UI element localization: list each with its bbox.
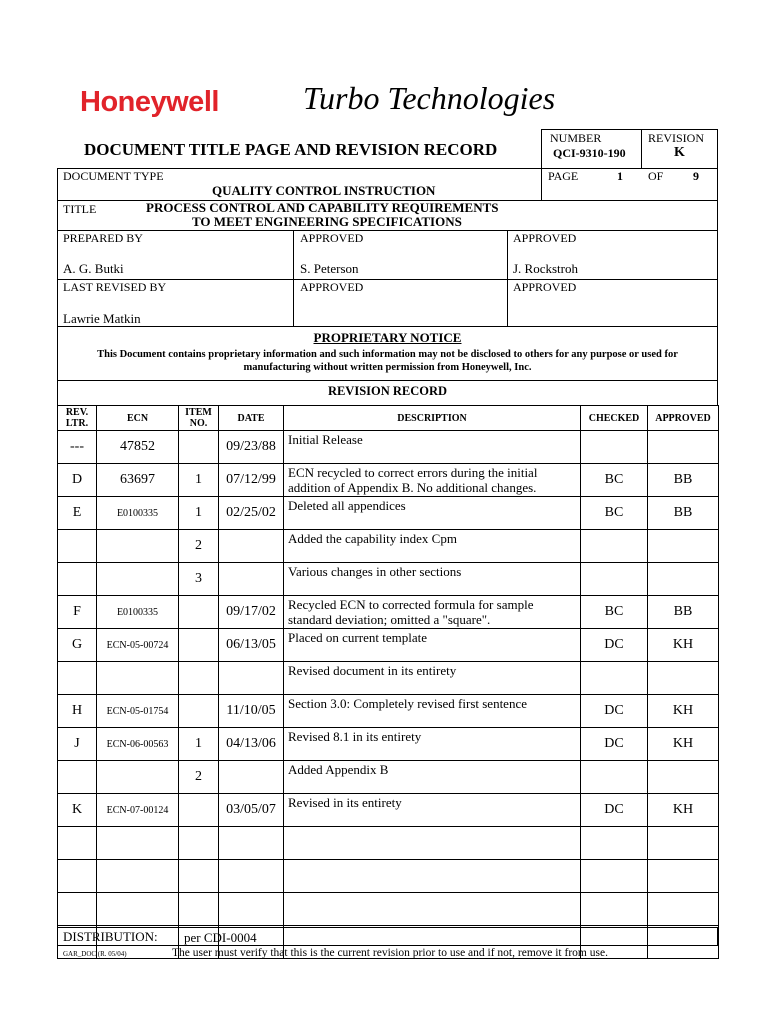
doc-type-label: DOCUMENT TYPE xyxy=(63,169,164,183)
description-cell: Added Appendix B xyxy=(284,761,581,794)
description-cell: Deleted all appendices xyxy=(284,497,581,530)
ecn-cell: 47852 xyxy=(97,431,179,464)
header-item-no: ITEM NO. xyxy=(179,406,219,431)
number-value: QCI-9310-190 xyxy=(553,146,626,160)
rev-ltr-cell: F xyxy=(58,596,97,629)
ecn-cell xyxy=(97,827,179,860)
revision-record-table xyxy=(57,405,719,959)
description-cell xyxy=(284,860,581,893)
approved-cell: BB xyxy=(648,596,719,629)
description-cell: Revised 8.1 in its entirety xyxy=(284,728,581,761)
item-no-cell xyxy=(179,860,219,893)
ecn-cell xyxy=(97,662,179,695)
title-label: TITLE xyxy=(63,202,97,216)
date-cell: 09/23/88 xyxy=(219,431,284,464)
revision-table-body xyxy=(58,431,719,959)
approved-cell xyxy=(648,893,719,926)
item-no-cell: 3 xyxy=(179,563,219,596)
checked-cell xyxy=(581,827,648,860)
table-row xyxy=(58,827,719,860)
table-row xyxy=(58,563,719,596)
checked-cell: DC xyxy=(581,794,648,827)
date-cell: 03/05/07 xyxy=(219,794,284,827)
table-row xyxy=(58,860,719,893)
proprietary-notice-line-1: This Document contains proprietary information and such information may not be disclosed to others for any purpose or used for xyxy=(97,349,678,360)
header-checked: CHECKED xyxy=(581,406,648,431)
ecn-cell xyxy=(97,860,179,893)
page-label: PAGE xyxy=(548,169,579,183)
description-cell: Section 3.0: Completely revised first sentence xyxy=(284,695,581,728)
rev-ltr-cell xyxy=(58,893,97,926)
form-code: GAR_DOC (R. 05/04) xyxy=(63,950,127,958)
distribution-label: DISTRIBUTION: xyxy=(63,929,158,944)
approved-cell: KH xyxy=(648,794,719,827)
description-cell: Added the capability index Cpm xyxy=(284,530,581,563)
table-row xyxy=(58,662,719,695)
title-line-2: TO MEET ENGINEERING SPECIFICATIONS xyxy=(192,214,462,229)
approved-cell xyxy=(648,563,719,596)
rev-ltr-cell: D xyxy=(58,464,97,497)
item-no-cell xyxy=(179,629,219,662)
checked-cell: DC xyxy=(581,629,648,662)
item-no-cell xyxy=(179,893,219,926)
header-approved: APPROVED xyxy=(648,406,719,431)
table-row xyxy=(58,431,719,464)
checked-cell: BC xyxy=(581,497,648,530)
approved-name-1: S. Peterson xyxy=(300,261,359,276)
rev-ltr-cell xyxy=(58,563,97,596)
distribution-value: per CDI-0004 xyxy=(184,930,257,945)
table-row xyxy=(58,464,719,497)
rev-ltr-cell xyxy=(58,530,97,563)
approved-cell xyxy=(648,827,719,860)
header-description: DESCRIPTION xyxy=(284,406,581,431)
description-cell: Revised in its entirety xyxy=(284,794,581,827)
approved-cell xyxy=(648,860,719,893)
checked-cell xyxy=(581,662,648,695)
item-no-cell xyxy=(179,431,219,464)
item-no-cell xyxy=(179,695,219,728)
approved-cell xyxy=(648,530,719,563)
checked-cell: DC xyxy=(581,695,648,728)
date-cell xyxy=(219,662,284,695)
table-row xyxy=(58,728,719,761)
rev-ltr-cell xyxy=(58,761,97,794)
item-no-cell: 1 xyxy=(179,497,219,530)
ecn-cell xyxy=(97,563,179,596)
header-ecn: ECN xyxy=(97,406,179,431)
checked-cell xyxy=(581,563,648,596)
header-rev-ltr: REV. LTR. xyxy=(58,406,97,431)
proprietary-notice-line-2: manufacturing without written permission from Honeywell, Inc. xyxy=(243,362,532,373)
table-row xyxy=(58,629,719,662)
checked-cell xyxy=(581,530,648,563)
last-revised-label: LAST REVISED BY xyxy=(63,280,167,294)
item-no-cell xyxy=(179,827,219,860)
date-cell: 02/25/02 xyxy=(219,497,284,530)
rev-ltr-cell: J xyxy=(58,728,97,761)
table-row xyxy=(58,794,719,827)
description-cell: ECN recycled to correct errors during the initial addition of Appendix B. No additional changes. xyxy=(284,464,581,497)
item-no-cell xyxy=(179,662,219,695)
table-row xyxy=(58,761,719,794)
date-cell: 06/13/05 xyxy=(219,629,284,662)
ecn-cell: ECN-06-00563 xyxy=(97,728,179,761)
ecn-cell: ECN-05-01754 xyxy=(97,695,179,728)
rev-ltr-cell: H xyxy=(58,695,97,728)
ecn-cell xyxy=(97,530,179,563)
rev-ltr-cell xyxy=(58,662,97,695)
rev-ltr-cell: K xyxy=(58,794,97,827)
ecn-cell: ECN-07-00124 xyxy=(97,794,179,827)
footer-notice: The user must verify that this is the current revision prior to use and if not, remove it from use. xyxy=(172,947,608,959)
honeywell-logo: Honeywell xyxy=(80,86,219,118)
checked-cell xyxy=(581,893,648,926)
rev-ltr-cell: G xyxy=(58,629,97,662)
document-heading: DOCUMENT TITLE PAGE AND REVISION RECORD xyxy=(84,140,498,159)
description-cell: Placed on current template xyxy=(284,629,581,662)
date-cell xyxy=(219,530,284,563)
approved-cell: BB xyxy=(648,464,719,497)
date-cell xyxy=(219,563,284,596)
date-cell xyxy=(219,893,284,926)
checked-cell xyxy=(581,860,648,893)
table-row xyxy=(58,596,719,629)
checked-cell: BC xyxy=(581,464,648,497)
date-cell: 09/17/02 xyxy=(219,596,284,629)
approved-cell: KH xyxy=(648,629,719,662)
approved-cell: KH xyxy=(648,728,719,761)
doc-type-value: QUALITY CONTROL INSTRUCTION xyxy=(212,183,436,198)
description-cell: Initial Release xyxy=(284,431,581,464)
rev-ltr-cell: E xyxy=(58,497,97,530)
prepared-by-name: A. G. Butki xyxy=(63,261,124,276)
checked-cell xyxy=(581,761,648,794)
approved-cell: KH xyxy=(648,695,719,728)
item-no-cell: 2 xyxy=(179,530,219,563)
date-cell: 11/10/05 xyxy=(219,695,284,728)
item-no-cell: 1 xyxy=(179,464,219,497)
approved-label-2: APPROVED xyxy=(513,231,577,245)
table-row xyxy=(58,695,719,728)
checked-cell xyxy=(581,431,648,464)
date-cell xyxy=(219,860,284,893)
revision-value: K xyxy=(674,145,685,160)
revision-record-title: REVISION RECORD xyxy=(327,384,448,398)
approved-label-4: APPROVED xyxy=(513,280,577,294)
revision-label: REVISION xyxy=(648,131,704,145)
last-revised-name: Lawrie Matkin xyxy=(63,311,141,326)
ecn-cell xyxy=(97,893,179,926)
date-cell xyxy=(219,761,284,794)
approved-label-3: APPROVED xyxy=(300,280,364,294)
of-label: OF xyxy=(648,169,664,183)
rev-ltr-cell: --- xyxy=(58,431,97,464)
checked-cell: DC xyxy=(581,728,648,761)
item-no-cell xyxy=(179,596,219,629)
revision-table-header xyxy=(58,406,719,431)
table-row xyxy=(58,530,719,563)
rev-ltr-cell xyxy=(58,860,97,893)
date-cell: 07/12/99 xyxy=(219,464,284,497)
approved-label-1: APPROVED xyxy=(300,231,364,245)
proprietary-notice-title: PROPRIETARY NOTICE xyxy=(313,330,462,345)
table-row xyxy=(58,893,719,926)
title-line-1: PROCESS CONTROL AND CAPABILITY REQUIREMENTS xyxy=(146,200,499,215)
description-cell xyxy=(284,827,581,860)
approved-cell xyxy=(648,662,719,695)
description-cell: Revised document in its entirety xyxy=(284,662,581,695)
item-no-cell: 1 xyxy=(179,728,219,761)
item-no-cell xyxy=(179,794,219,827)
description-cell: Recycled ECN to corrected formula for sample standard deviation; omitted a "square". xyxy=(284,596,581,629)
checked-cell: BC xyxy=(581,596,648,629)
item-no-cell: 2 xyxy=(179,761,219,794)
approved-cell xyxy=(648,761,719,794)
ecn-cell: E0100335 xyxy=(97,596,179,629)
ecn-cell: ECN-05-00724 xyxy=(97,629,179,662)
ecn-cell: 63697 xyxy=(97,464,179,497)
description-cell: Various changes in other sections xyxy=(284,563,581,596)
of-value: 9 xyxy=(693,169,699,183)
prepared-by-label: PREPARED BY xyxy=(63,231,143,245)
company-name: Turbo Technologies xyxy=(303,80,556,116)
description-cell xyxy=(284,893,581,926)
approved-name-2: J. Rockstroh xyxy=(513,261,578,276)
ecn-cell: E0100335 xyxy=(97,497,179,530)
approved-cell xyxy=(648,431,719,464)
approved-cell: BB xyxy=(648,497,719,530)
ecn-cell xyxy=(97,761,179,794)
page-value: 1 xyxy=(617,169,623,183)
number-label: NUMBER xyxy=(550,131,602,145)
header-date: DATE xyxy=(219,406,284,431)
rev-ltr-cell xyxy=(58,827,97,860)
table-row xyxy=(58,497,719,530)
date-cell: 04/13/06 xyxy=(219,728,284,761)
date-cell xyxy=(219,827,284,860)
